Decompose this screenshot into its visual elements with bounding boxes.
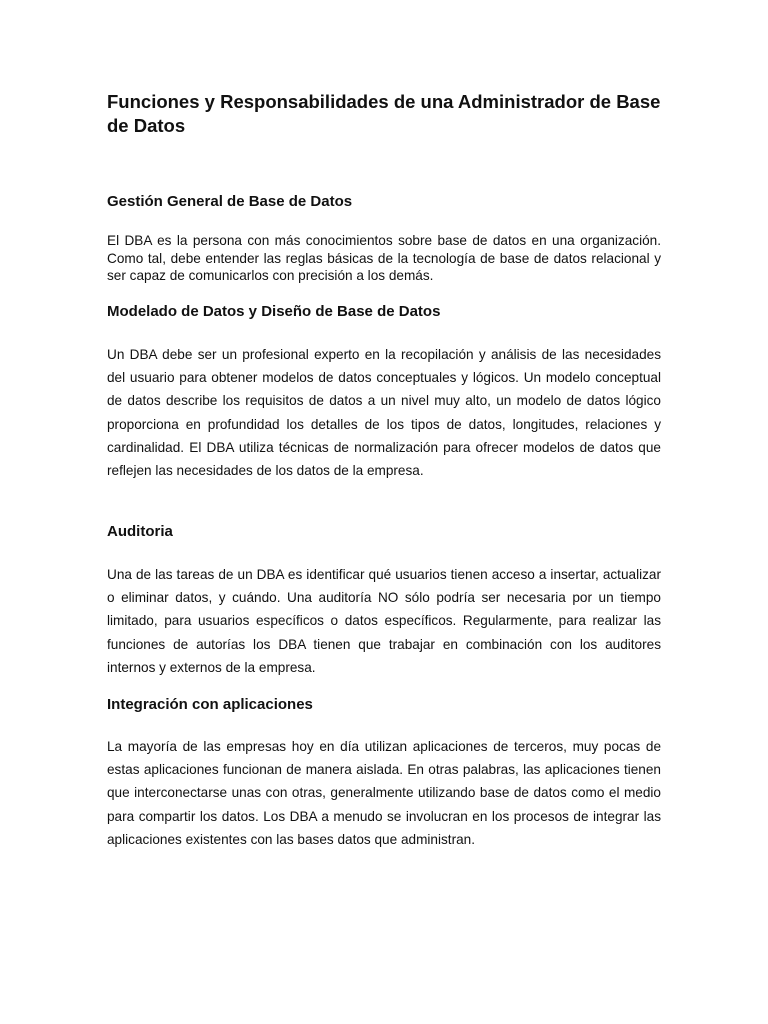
section-heading-gestion: Gestión General de Base de Datos: [107, 193, 353, 210]
page-title: Funciones y Responsabilidades de una Administrador de Base de Datos: [107, 91, 661, 136]
document-page: [107, 90, 661, 847]
section-body-integracion: La mayoría de las empresas hoy en día utilizan aplicaciones de terceros, muy pocas de estas aplicaciones funcionan de manera aislada. En otras palabras, las aplicaciones tienen que interconectarse unas con otras, generalmente utilizando base de datos como el medio para compartir los datos. Los DBA a menudo se involucran en los procesos de integrar las aplicaciones existentes con las bases datos que administran.: [107, 739, 661, 847]
section-heading-integracion: Integración con aplicaciones: [107, 696, 313, 713]
section-body-modelado: Un DBA debe ser un profesional experto en la recopilación y análisis de las necesidades del usuario para obtener modelos de datos conceptuales y lógicos. Un modelo conceptual de datos describe los requisitos de datos a un nivel muy alto, un modelo de datos lógico proporciona en profundidad los detalles de los tipos de datos, longitudes, relaciones y cardinalidad. El DBA utiliza técnicas de normalización para ofrecer modelos de datos que reflejen las necesidades de los datos de la empresa.: [107, 347, 661, 479]
section-heading-auditoria: Auditoria: [107, 523, 173, 540]
section-body-auditoria: Una de las tareas de un DBA es identificar qué usuarios tienen acceso a insertar, actualizar o eliminar datos, y cuándo. Una auditoría NO sólo podría ser necesaria por un tiempo limitado, para usuarios específicos o datos específicos. Regularmente, para realizar las funciones de autorías los DBA tienen que trabajar en combinación con los auditores internos y externos de la empresa.: [107, 567, 661, 675]
section-body-gestion: El DBA es la persona con más conocimientos sobre base de datos en una organización. Como tal, debe entender las reglas básicas de la tecnología de base de datos relacional y ser capaz de comunicarlos con precisión a los demás.: [107, 233, 661, 283]
section-heading-modelado: Modelado de Datos y Diseño de Base de Datos: [107, 303, 441, 320]
